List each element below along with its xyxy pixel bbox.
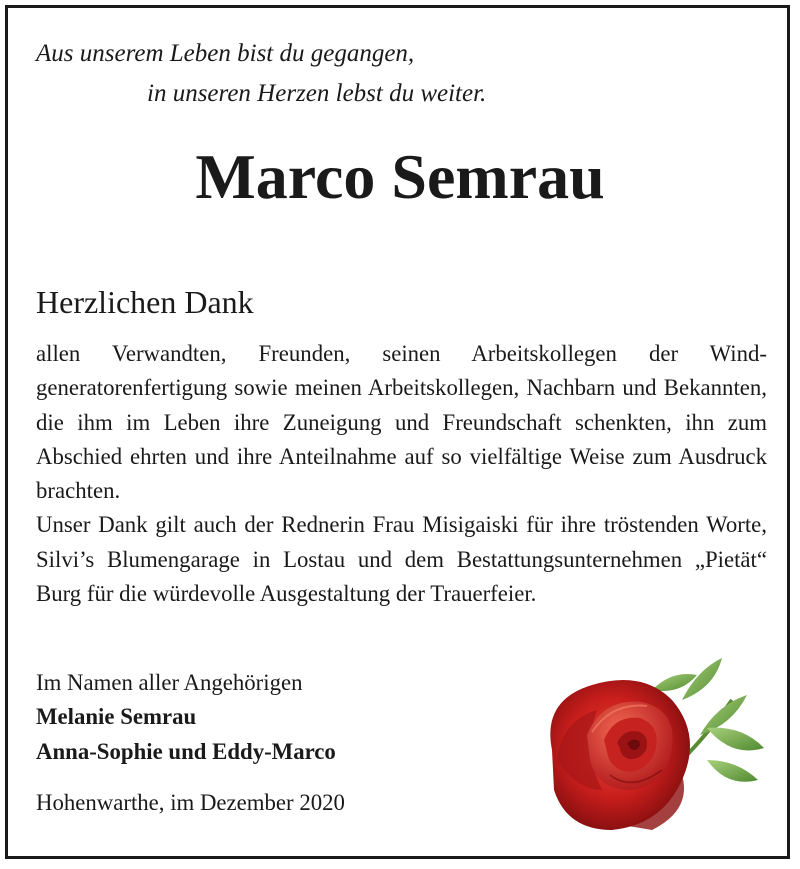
closing-block: [36, 666, 336, 769]
motto-line-1: Aus unserem Leben bist du gegangen,: [36, 40, 415, 67]
signer-1: Melanie Semrau: [36, 704, 197, 730]
thanks-paragraph-1: allen Verwandten, Freunden, seinen Arbeitskollegen der Windgeneratorenfertigung sowie meinen Arbeitskollegen, Nachbarn und Bekannten, die ihm im Leben ihre Zuneigung und Freundschaft schenkten, ihn zum Abschied ehrten und ihre Anteilnahme auf so vielfältige Weise zum Ausdruck brachten.: [36, 341, 767, 504]
deceased-name: Marco Semrau: [195, 141, 605, 212]
signer-2: Anna-Sophie und Eddy-Marco: [36, 738, 336, 764]
thanks-paragraph-2: Unser Dank gilt auch der Rednerin Frau Misigaiski für ihre tröstenden Worte, Silvi’s Blumengarage in Lostau und dem Bestattungsunternehmen „Pietät“ Burg für die würdevolle Ausgestaltung der Trauerfeier.: [36, 512, 767, 607]
thanks-heading: Herzlichen Dank: [36, 284, 254, 320]
closing-intro: Im Namen aller Angehörigen: [36, 670, 303, 695]
place-date: Hohenwarthe, im Dezember 2020: [36, 790, 345, 815]
motto-line-2: in unseren Herzen lebst du weiter.: [147, 80, 487, 107]
thanks-text: [36, 337, 767, 611]
red-rose-image: [532, 640, 772, 840]
